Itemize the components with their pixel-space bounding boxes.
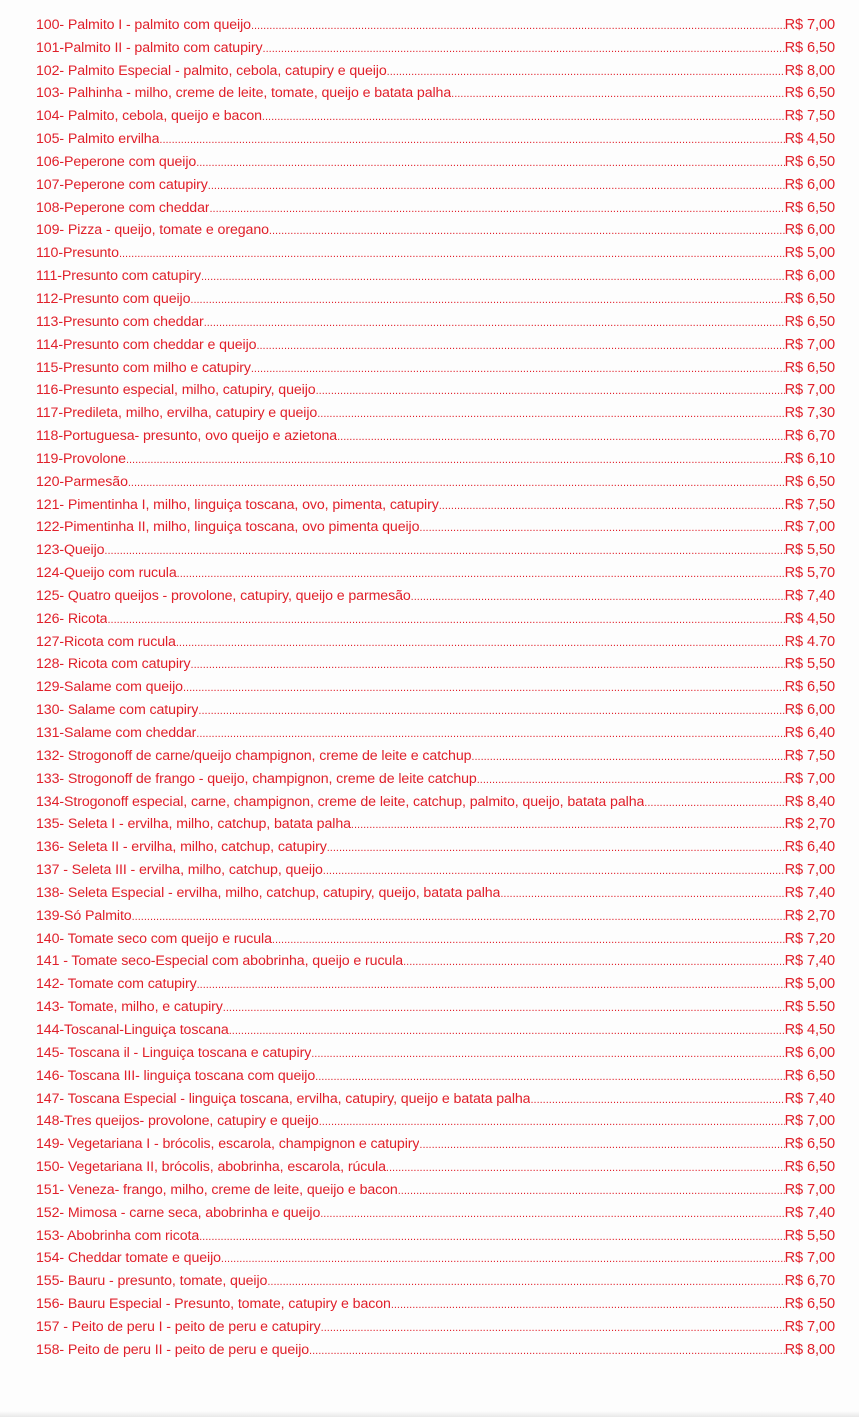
dot-leader (183, 678, 785, 696)
menu-item-price: R$ 7,00 (784, 519, 835, 536)
dot-leader (196, 724, 784, 742)
dot-leader (337, 427, 785, 445)
menu-item-name: 129-Salame com queijo (36, 679, 183, 696)
menu-item-name: 142- Tomate com catupiry (36, 976, 197, 993)
menu-item (36, 536, 836, 559)
menu-item-price: R$ 6,50 (784, 679, 835, 696)
menu-item-name: 144-Toscanal-Linguiça toscana (36, 1021, 229, 1038)
menu-item-name: 128- Ricota com catupiry (36, 656, 191, 673)
menu-item-name: 155- Bauru - presunto, tomate, queijo (36, 1273, 268, 1290)
menu-item-name: 101-Palmito II - palmito com catupiry (36, 39, 263, 56)
menu-item-price: R$ 5,00 (784, 245, 835, 262)
dot-leader (223, 998, 785, 1016)
menu-item-name: 114-Presunto com cheddar e queijo (36, 336, 257, 353)
menu-item-price: R$ 7,40 (784, 1204, 835, 1221)
menu-item (36, 34, 836, 57)
menu-item (36, 673, 836, 696)
menu-item-name: 149- Vegetariana I - brócolis, escarola, champignon e catupiry (36, 1136, 420, 1153)
menu-item-name: 104- Palmito, cebola, queijo e bacon (36, 108, 262, 125)
menu-item (36, 1245, 836, 1268)
menu-item-name: 136- Seleta II - ervilha, milho, catchup, catupiry (36, 839, 327, 856)
menu-item-price: R$ 8,00 (784, 1341, 835, 1358)
menu-item-price: R$ 6,00 (784, 222, 835, 239)
dot-leader (191, 655, 785, 673)
dot-leader (386, 1158, 785, 1176)
menu-item (36, 125, 836, 148)
dot-leader (263, 39, 785, 57)
dot-leader (177, 564, 785, 582)
menu-item-price: R$ 6,50 (784, 1159, 835, 1176)
menu-item-name: 111-Presunto com catupiry (36, 268, 201, 285)
menu-item (36, 856, 836, 879)
menu-item (36, 1062, 836, 1085)
menu-item-name: 152- Mimosa - carne seca, abobrinha e queijo (36, 1204, 321, 1221)
menu-item-name: 123-Queijo (36, 542, 105, 559)
menu-item-name: 109- Pizza - queijo, tomate e oregano (36, 222, 269, 239)
menu-item (36, 239, 836, 262)
dot-leader (107, 610, 784, 628)
menu-item-name: 106-Peperone com queijo (36, 153, 197, 170)
dot-leader (209, 199, 784, 217)
menu-item-name: 130- Salame com catupiry (36, 702, 199, 719)
menu-item-name: 124-Queijo com rucula (36, 565, 177, 582)
dot-leader (500, 884, 784, 902)
dot-leader (530, 1090, 784, 1108)
dot-leader (309, 1341, 785, 1359)
menu-item-name: 146- Toscana III- linguiça toscana com queijo (36, 1067, 316, 1084)
dot-leader (327, 838, 785, 856)
menu-item-price: R$ 5,50 (784, 1227, 835, 1244)
dot-leader (272, 930, 785, 948)
dot-leader (251, 16, 785, 34)
menu-item-price: R$ 4,50 (784, 1021, 835, 1038)
menu-item (36, 102, 836, 125)
menu-item-name: 112-Presunto com queijo (36, 290, 191, 307)
dot-leader (471, 747, 784, 765)
dot-leader (269, 221, 785, 239)
menu-item (36, 377, 836, 400)
menu-item (36, 879, 836, 902)
menu-item-name: 131-Salame com cheddar (36, 725, 197, 741)
menu-item (36, 605, 836, 628)
dot-leader (128, 473, 785, 491)
menu-item-price: R$ 4.70 (784, 633, 835, 650)
dot-leader (190, 290, 784, 308)
dot-leader (119, 244, 785, 262)
menu-item (36, 925, 836, 948)
menu-item (36, 1336, 836, 1359)
menu-item-name: 125- Quatro queijos - provolone, catupiry, queijo e parmesão (36, 587, 411, 604)
menu-item (36, 628, 836, 651)
dot-leader (391, 1295, 785, 1313)
menu-item (36, 80, 836, 103)
menu-item-name: 139-Só Palmito (36, 907, 132, 924)
dot-leader (204, 313, 785, 331)
menu-item-price: R$ 6,50 (784, 153, 835, 170)
menu-item-name: 108-Peperone com cheddar (36, 199, 210, 216)
menu-item-name: 121- Pimentinha I, milho, linguiça toscana, ovo, pimenta, catupiry (36, 496, 439, 513)
menu-item-price: R$ 5.50 (784, 999, 835, 1016)
menu-item-name: 145- Toscana il - Linguiça toscana e catupiry (36, 1044, 312, 1061)
menu-item-name: 157 - Peito de peru I - peito de peru e catupiry (36, 1318, 321, 1335)
menu-item-name: 116-Presunto especial, milho, catupiry, queijo (36, 382, 316, 399)
menu-item-price: R$ 6,50 (784, 473, 835, 490)
menu-item (36, 171, 836, 194)
menu-item-price: R$ 5,50 (784, 656, 835, 673)
menu-item-price: R$ 6,50 (784, 313, 835, 330)
menu-item-price: R$ 6,50 (784, 1296, 835, 1313)
menu-item-price: R$ 6,00 (784, 702, 835, 719)
menu-item-price: R$ 4,50 (784, 131, 835, 148)
menu-item-name: 132- Strogonoff de carne/queijo champignon, creme de leite e catchup (36, 747, 472, 764)
menu-item-price: R$ 7,00 (784, 382, 835, 399)
menu-item (36, 217, 836, 240)
menu-item (36, 514, 836, 537)
menu-item-price: R$ 6,00 (784, 1044, 835, 1061)
dot-leader (104, 541, 784, 559)
menu-item (36, 1039, 836, 1062)
dot-leader (321, 1318, 785, 1336)
menu-item-price: R$ 6,10 (784, 450, 835, 467)
menu-item (36, 285, 836, 308)
dot-leader (201, 267, 785, 285)
menu-item-name: 110-Presunto (36, 245, 119, 262)
menu-item-price: R$ 7,00 (784, 862, 835, 879)
menu-item-price: R$ 2,70 (784, 907, 835, 924)
menu-item-price: R$ 7,40 (784, 884, 835, 901)
menu-item-price: R$ 7,50 (784, 108, 835, 125)
menu-item-name: 148-Tres queijos- provolone, catupiry e queijo (36, 1113, 319, 1130)
dot-leader (311, 1044, 784, 1062)
menu-item (36, 468, 836, 491)
menu-item-name: 151- Veneza- frango, milho, creme de leite, queijo e bacon (36, 1181, 398, 1198)
menu-item (36, 742, 836, 765)
menu-item-price: R$ 6,00 (784, 176, 835, 193)
scan-bottom-edge (0, 1411, 859, 1417)
menu-item-name: 117-Predileta, milho, ervilha, catupiry e queijo (36, 405, 318, 422)
menu-item-name: 127-Ricota com rucula (36, 633, 176, 650)
menu-item-price: R$ 5,00 (784, 976, 835, 993)
menu-item-name: 156- Bauru Especial - Presunto, tomate, catupiry e bacon (36, 1296, 391, 1313)
menu-item-price: R$ 7,40 (784, 1090, 835, 1107)
menu-item-price: R$ 6,70 (784, 1273, 835, 1290)
dot-leader (320, 1204, 784, 1222)
menu-price-list (36, 11, 836, 1359)
menu-item-name: 141 - Tomate seco-Especial com abobrinha, queijo e rucula (36, 953, 404, 970)
dot-leader (251, 359, 785, 377)
menu-item (36, 765, 836, 788)
dot-leader (198, 701, 784, 719)
menu-item-price: R$ 8,00 (784, 62, 835, 79)
dot-leader (159, 130, 784, 148)
menu-item-price: R$ 7,00 (784, 336, 835, 353)
menu-item-name: 150- Vegetariana II, brócolis, abobrinha, escarola, rúcula (36, 1159, 386, 1176)
dot-leader (351, 815, 785, 833)
dot-leader (419, 518, 784, 536)
menu-item-price: R$ 6,50 (784, 359, 835, 376)
menu-item (36, 1199, 836, 1222)
menu-item-name: 153- Abobrinha com ricota (36, 1227, 200, 1244)
menu-item (36, 948, 836, 971)
menu-item (36, 993, 836, 1016)
menu-item-price: R$ 6,50 (784, 290, 835, 307)
menu-item-price: R$ 7,30 (784, 405, 835, 422)
menu-item-name: 133- Strogonoff de frango - queijo, champignon, creme de leite catchup (36, 770, 477, 787)
menu-item-name: 107-Peperone com catupiry (36, 176, 208, 193)
menu-item (36, 422, 836, 445)
menu-item (36, 354, 836, 377)
menu-item (36, 902, 836, 925)
menu-item-name: 154- Cheddar tomate e queijo (36, 1250, 221, 1267)
menu-item-name: 158- Peito de peru II - peito de peru e queijo (36, 1341, 310, 1358)
menu-item (36, 1016, 836, 1039)
dot-leader (477, 770, 785, 788)
menu-item-name: 103- Palhinha - milho, creme de leite, tomate, queijo e batata palha (36, 85, 452, 102)
menu-item-name: 135- Seleta I - ervilha, milho, catchup, batata palha (36, 816, 351, 833)
menu-item-price: R$ 6,50 (784, 199, 835, 216)
dot-leader (267, 1272, 784, 1290)
menu-item-price: R$ 6,00 (784, 268, 835, 285)
menu-item (36, 491, 836, 514)
menu-item (36, 833, 836, 856)
menu-item (36, 788, 836, 811)
menu-item (36, 445, 836, 468)
menu-item (36, 262, 836, 285)
menu-item-price: R$ 7,00 (784, 1250, 835, 1267)
menu-item-price: R$ 5,70 (784, 565, 835, 582)
dot-leader (315, 1067, 784, 1085)
menu-item (36, 696, 836, 719)
dot-leader (644, 793, 784, 811)
dot-leader (411, 587, 785, 605)
dot-leader (323, 861, 785, 879)
dot-leader (256, 336, 784, 354)
menu-item-price: R$ 7,40 (784, 953, 835, 970)
menu-item (36, 719, 836, 742)
dot-leader (403, 952, 785, 970)
menu-item-price: R$ 6,50 (784, 85, 835, 102)
menu-item (36, 308, 836, 331)
menu-item-price: R$ 7,00 (784, 16, 835, 33)
menu-item (36, 11, 836, 34)
menu-item-name: 119-Provolone (36, 450, 126, 467)
dot-leader (262, 107, 785, 125)
menu-item (36, 399, 836, 422)
dot-leader (317, 404, 784, 422)
dot-leader (126, 450, 785, 468)
menu-item (36, 57, 836, 80)
menu-item-price: R$ 6,70 (784, 428, 835, 445)
menu-item-name: 113-Presunto com cheddar (36, 313, 204, 330)
dot-leader (229, 1021, 785, 1039)
menu-item-price: R$ 4,50 (784, 610, 835, 627)
dot-leader (387, 62, 785, 80)
menu-item-price: R$ 5,50 (784, 542, 835, 559)
menu-item-name: 143- Tomate, milho, e catupiry (36, 999, 223, 1016)
menu-item-price: R$ 6,50 (784, 1067, 835, 1084)
menu-item (36, 1085, 836, 1108)
menu-item-name: 147- Toscana Especial - linguiça toscana, ervilha, catupiry, queijo e batata palha (36, 1090, 531, 1107)
dot-leader (176, 633, 785, 651)
menu-item-price: R$ 7,50 (784, 747, 835, 764)
dot-leader (451, 84, 784, 102)
menu-item (36, 1267, 836, 1290)
menu-item (36, 811, 836, 834)
menu-item (36, 582, 836, 605)
menu-item (36, 1153, 836, 1176)
menu-item-name: 126- Ricota (36, 610, 108, 627)
dot-leader (132, 907, 785, 925)
menu-item-name: 137 - Seleta III - ervilha, milho, catchup, queijo (36, 862, 323, 879)
menu-item (36, 970, 836, 993)
dot-leader (208, 176, 785, 194)
menu-item-name: 100- Palmito I - palmito com queijo (36, 16, 251, 33)
menu-item-name: 102- Palmito Especial - palmito, cebola, catupiry e queijo (36, 62, 387, 79)
menu-item-price: R$ 6,40 (784, 839, 835, 856)
menu-item-name: 122-Pimentinha II, milho, linguiça toscana, ovo pimenta queijo (36, 519, 420, 536)
dot-leader (419, 1135, 784, 1153)
menu-item (36, 651, 836, 674)
menu-item (36, 1222, 836, 1245)
menu-item-name: 115-Presunto com milho e catupiry (36, 359, 251, 376)
menu-item (36, 1176, 836, 1199)
menu-item-price: R$ 7,00 (784, 1113, 835, 1130)
dot-leader (398, 1181, 785, 1199)
menu-item (36, 1108, 836, 1131)
menu-item-price: R$ 7,20 (784, 930, 835, 947)
menu-item-name: 118-Portuguesa- presunto, ovo queijo e azietona (36, 428, 338, 445)
dot-leader (221, 1249, 785, 1267)
menu-item (36, 1130, 836, 1153)
menu-item-price: R$ 7,00 (784, 770, 835, 787)
menu-item-price: R$ 2,70 (784, 816, 835, 833)
menu-item (36, 331, 836, 354)
menu-item-price: R$ 6,40 (784, 725, 835, 741)
menu-item (36, 1290, 836, 1313)
menu-item (36, 559, 836, 582)
menu-item (36, 148, 836, 171)
menu-item-name: 120-Parmesão (36, 473, 128, 490)
menu-item-price: R$ 6,50 (784, 1136, 835, 1153)
menu-item-price: R$ 7,00 (784, 1318, 835, 1335)
menu-item-price: R$ 7,00 (784, 1181, 835, 1198)
menu-item-name: 140- Tomate seco com queijo e rucula (36, 930, 272, 947)
dot-leader (439, 496, 785, 514)
menu-item-price: R$ 7,40 (784, 587, 835, 604)
menu-item-name: 134-Strogonoff especial, carne, champignon, creme de leite, catchup, palmito, queijo, batata palha (36, 793, 645, 810)
menu-item-price: R$ 8,40 (784, 793, 835, 810)
dot-leader (197, 975, 785, 993)
dot-leader (319, 1112, 785, 1130)
menu-item (36, 194, 836, 217)
dot-leader (316, 381, 785, 399)
menu-item-price: R$ 6,50 (784, 39, 835, 56)
menu-item-price: R$ 7,50 (784, 496, 835, 513)
dot-leader (199, 1227, 784, 1245)
dot-leader (196, 153, 784, 171)
menu-item-name: 105- Palmito ervilha (36, 131, 160, 148)
menu-item (36, 1313, 836, 1336)
menu-item-name: 138- Seleta Especial - ervilha, milho, catchup, catupiry, queijo, batata palha (36, 884, 501, 901)
